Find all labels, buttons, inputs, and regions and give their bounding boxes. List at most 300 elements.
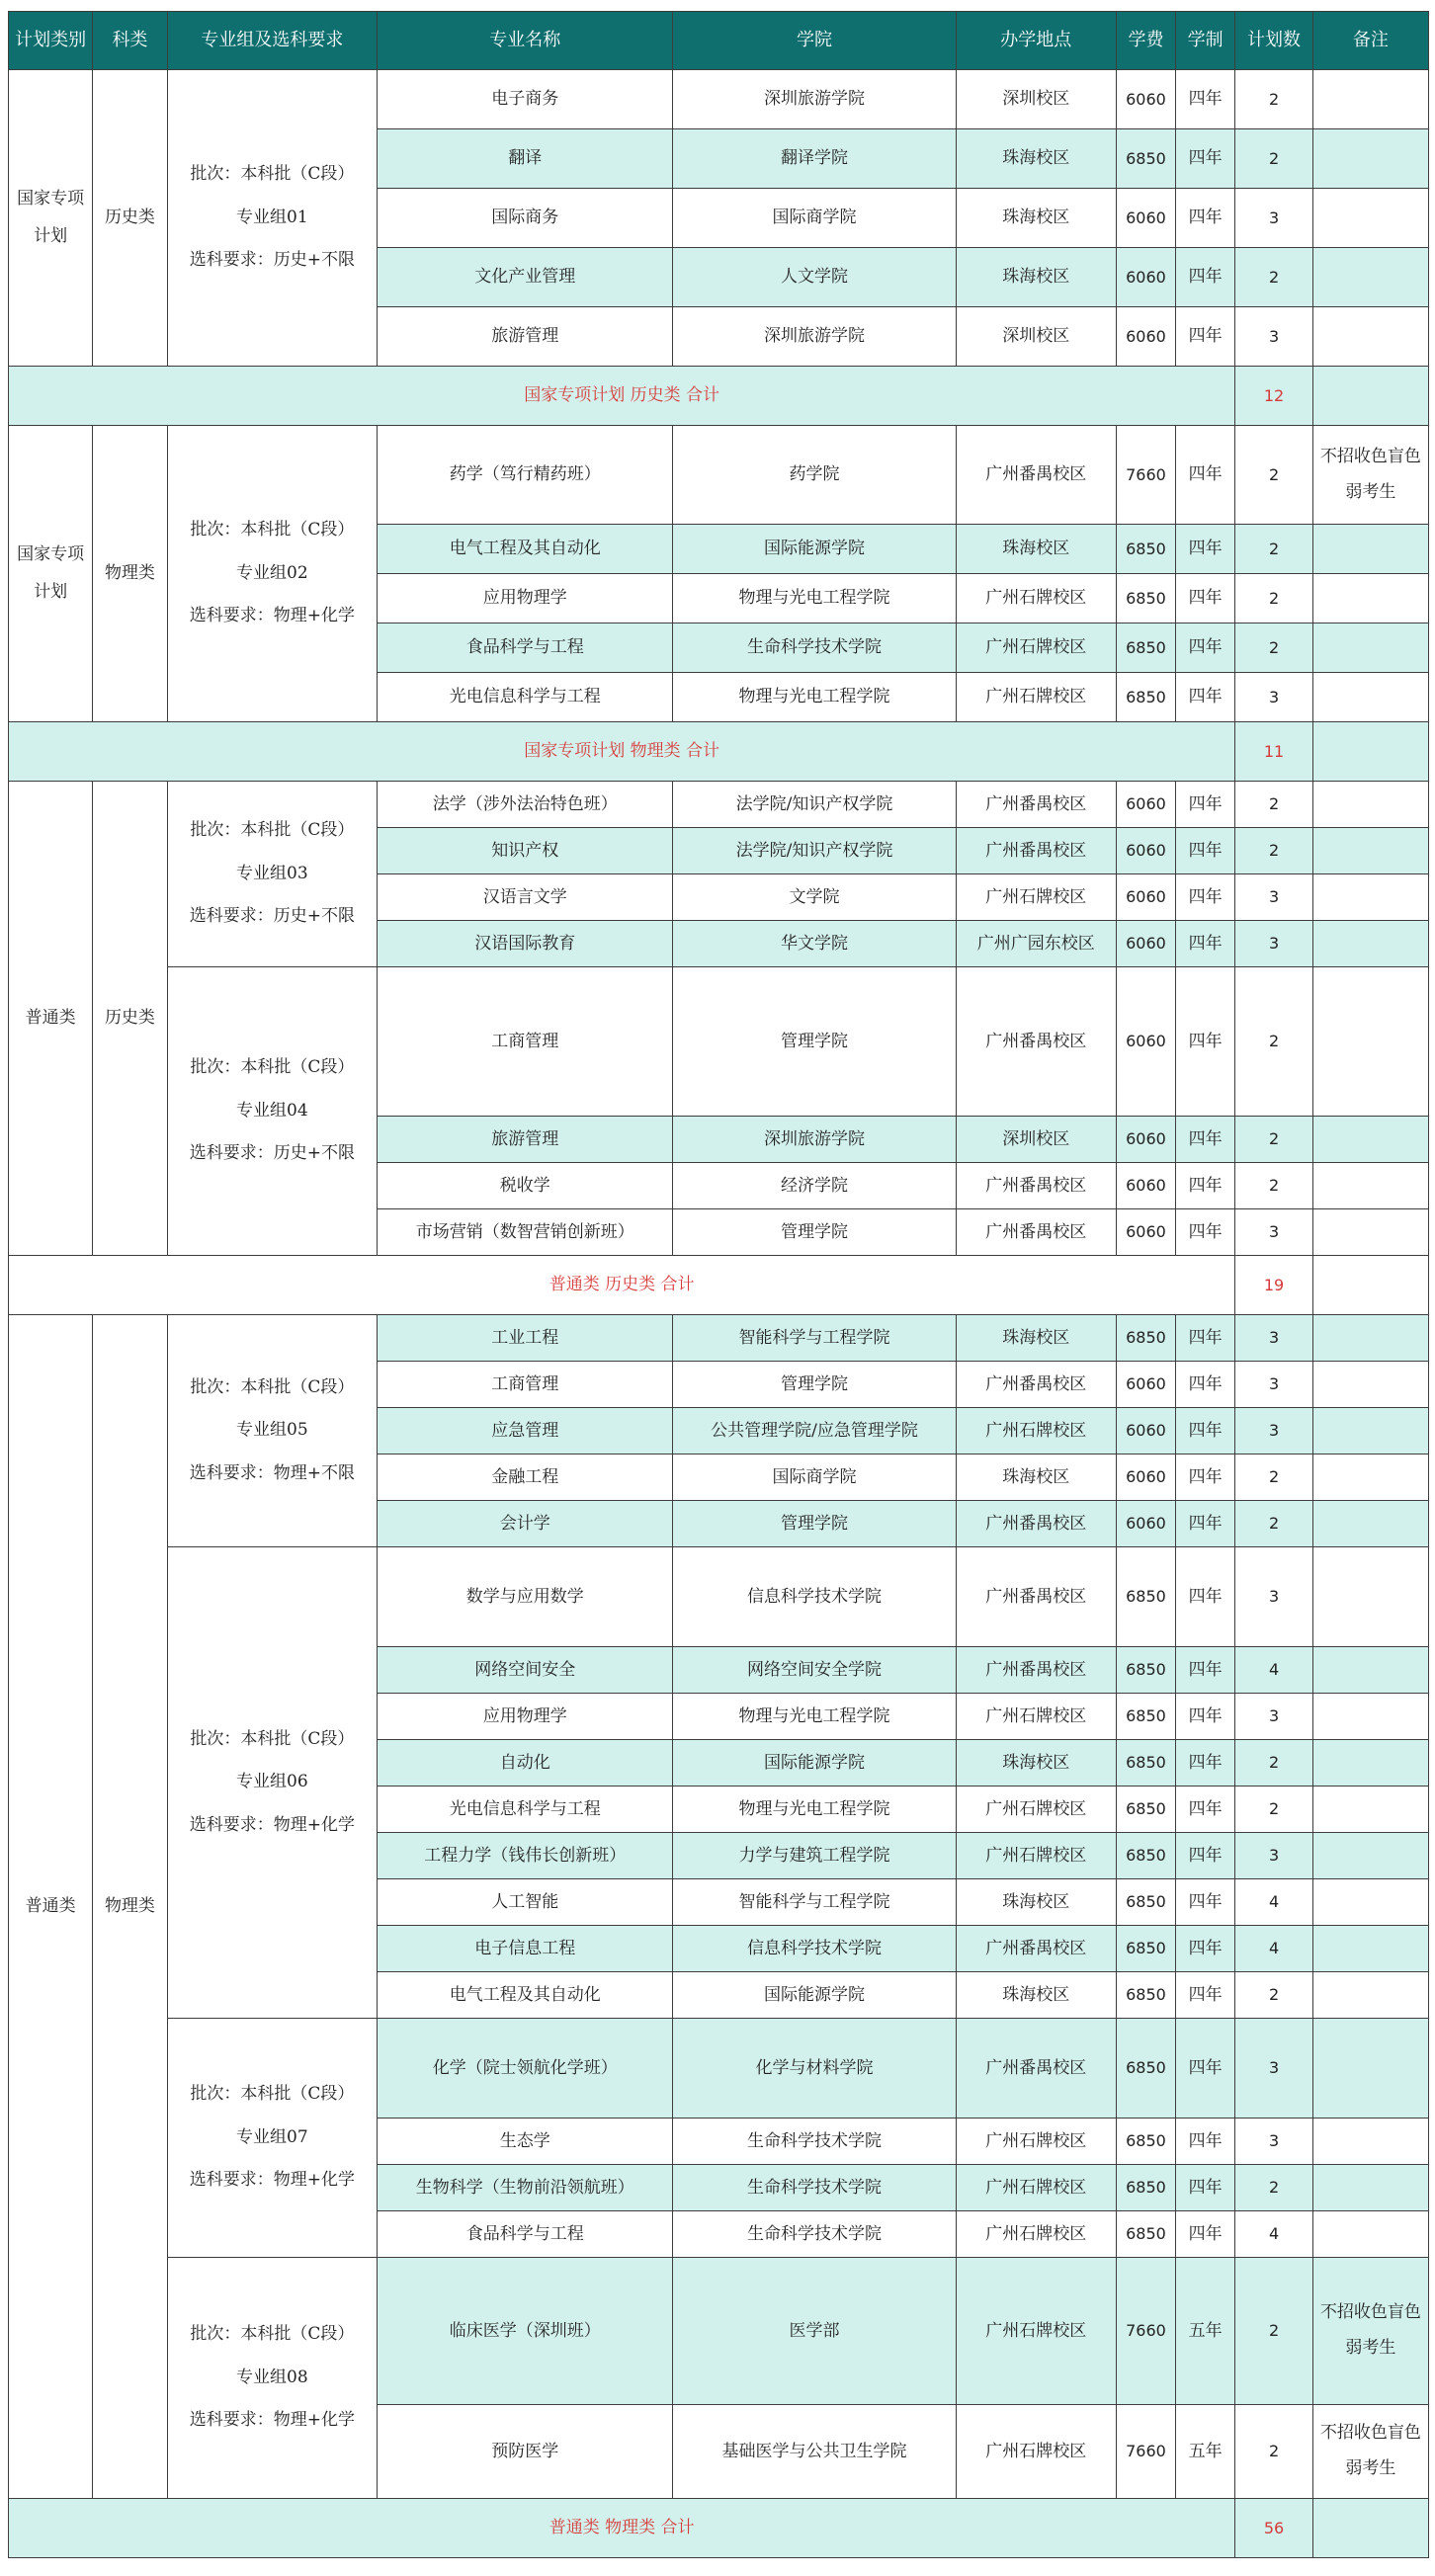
tuition-cell: 6060 bbox=[1116, 1362, 1175, 1408]
total-plan-count: 11 bbox=[1235, 722, 1313, 782]
total-row bbox=[9, 1256, 1429, 1315]
header-duration: 学制 bbox=[1176, 12, 1235, 70]
duration-cell: 四年 bbox=[1176, 1163, 1235, 1209]
tuition-cell: 6060 bbox=[1116, 874, 1175, 921]
college-cell: 基础医学与公共卫生学院 bbox=[673, 2405, 956, 2499]
duration-cell: 四年 bbox=[1176, 1694, 1235, 1740]
total-row bbox=[9, 2499, 1429, 2558]
major-name-cell: 食品科学与工程 bbox=[378, 2211, 673, 2258]
major-name-cell: 预防医学 bbox=[378, 2405, 673, 2499]
enrollment-plan-table bbox=[8, 11, 1429, 2558]
college-cell: 翻译学院 bbox=[673, 129, 956, 189]
tuition-cell: 6850 bbox=[1116, 1972, 1175, 2019]
group-requirement-cell bbox=[167, 2019, 378, 2258]
college-cell: 生命科学技术学院 bbox=[673, 2211, 956, 2258]
campus-cell: 珠海校区 bbox=[956, 1315, 1116, 1362]
tuition-cell: 6060 bbox=[1116, 782, 1175, 828]
remarks-cell bbox=[1312, 1163, 1428, 1209]
duration-cell: 四年 bbox=[1176, 129, 1235, 189]
campus-cell: 深圳校区 bbox=[956, 307, 1116, 367]
remarks-cell bbox=[1312, 1647, 1428, 1694]
duration-cell: 五年 bbox=[1176, 2258, 1235, 2405]
college-cell: 人文学院 bbox=[673, 248, 956, 307]
remarks-cell bbox=[1312, 2405, 1428, 2499]
campus-cell: 广州石牌校区 bbox=[956, 623, 1116, 673]
college-cell: 法学院/知识产权学院 bbox=[673, 782, 956, 828]
total-remarks bbox=[1312, 1256, 1428, 1315]
plan-category-line: 计划 bbox=[34, 581, 68, 602]
total-row bbox=[9, 367, 1429, 426]
plan-count-cell: 4 bbox=[1235, 1647, 1313, 1694]
tuition-cell: 6850 bbox=[1116, 2119, 1175, 2165]
tuition-cell: 6850 bbox=[1116, 1547, 1175, 1647]
total-remarks bbox=[1312, 722, 1428, 782]
remarks-cell bbox=[1312, 70, 1428, 129]
campus-cell: 广州番禺校区 bbox=[956, 2019, 1116, 2119]
header-plan-category: 计划类别 bbox=[9, 12, 93, 70]
plan-count-cell: 3 bbox=[1235, 1315, 1313, 1362]
major-name-cell: 药学（笃行精药班） bbox=[378, 426, 673, 525]
major-name-cell: 光电信息科学与工程 bbox=[378, 673, 673, 722]
campus-cell: 珠海校区 bbox=[956, 1740, 1116, 1787]
header-tuition: 学费 bbox=[1116, 12, 1175, 70]
campus-cell: 深圳校区 bbox=[956, 70, 1116, 129]
duration-cell: 四年 bbox=[1176, 874, 1235, 921]
tuition-cell: 7660 bbox=[1116, 2405, 1175, 2499]
campus-cell: 珠海校区 bbox=[956, 1972, 1116, 2019]
total-row bbox=[9, 722, 1429, 782]
group-group: 专业组06 bbox=[236, 1772, 308, 1792]
campus-cell: 广州广园东校区 bbox=[956, 921, 1116, 967]
duration-cell: 四年 bbox=[1176, 921, 1235, 967]
major-name-cell: 自动化 bbox=[378, 1740, 673, 1787]
plan-count-cell: 3 bbox=[1235, 2019, 1313, 2119]
campus-cell: 珠海校区 bbox=[956, 248, 1116, 307]
duration-cell: 四年 bbox=[1176, 1408, 1235, 1454]
header-plan-count: 计划数 bbox=[1235, 12, 1313, 70]
campus-cell: 广州番禺校区 bbox=[956, 1209, 1116, 1256]
college-cell: 物理与光电工程学院 bbox=[673, 574, 956, 623]
duration-cell: 四年 bbox=[1176, 426, 1235, 525]
major-name-cell: 生态学 bbox=[378, 2119, 673, 2165]
major-name-cell: 应用物理学 bbox=[378, 574, 673, 623]
campus-cell: 广州番禺校区 bbox=[956, 1362, 1116, 1408]
campus-cell: 广州石牌校区 bbox=[956, 1408, 1116, 1454]
campus-cell: 广州番禺校区 bbox=[956, 828, 1116, 874]
major-name-cell: 税收学 bbox=[378, 1163, 673, 1209]
college-cell: 药学院 bbox=[673, 426, 956, 525]
table-row bbox=[9, 2258, 1429, 2405]
college-cell: 国际能源学院 bbox=[673, 1972, 956, 2019]
duration-cell: 四年 bbox=[1176, 673, 1235, 722]
group-req: 选科要求：历史+不限 bbox=[189, 1143, 355, 1164]
plan-count-cell: 2 bbox=[1235, 426, 1313, 525]
duration-cell: 四年 bbox=[1176, 1926, 1235, 1972]
group-req: 选科要求：物理+化学 bbox=[189, 1814, 355, 1835]
tuition-cell: 6850 bbox=[1116, 623, 1175, 673]
plan-count-cell: 3 bbox=[1235, 921, 1313, 967]
campus-cell: 广州石牌校区 bbox=[956, 2119, 1116, 2165]
plan-count-cell: 2 bbox=[1235, 70, 1313, 129]
tuition-cell: 6060 bbox=[1116, 1501, 1175, 1547]
group-requirement-cell bbox=[167, 2258, 378, 2499]
remarks-cell bbox=[1312, 1972, 1428, 2019]
major-name-cell: 网络空间安全 bbox=[378, 1647, 673, 1694]
subject-cell: 物理类 bbox=[93, 426, 167, 722]
college-cell: 深圳旅游学院 bbox=[673, 70, 956, 129]
duration-cell: 四年 bbox=[1176, 1647, 1235, 1694]
remarks-cell bbox=[1312, 307, 1428, 367]
tuition-cell: 6060 bbox=[1116, 828, 1175, 874]
remarks-cell bbox=[1312, 189, 1428, 248]
tuition-cell: 7660 bbox=[1116, 426, 1175, 525]
college-cell: 管理学院 bbox=[673, 1209, 956, 1256]
remarks-cell bbox=[1312, 1362, 1428, 1408]
plan-count-cell: 2 bbox=[1235, 967, 1313, 1117]
plan-category-cell bbox=[9, 782, 93, 1256]
subject-cell: 历史类 bbox=[93, 782, 167, 1256]
tuition-cell: 6060 bbox=[1116, 1408, 1175, 1454]
college-cell: 化学与材料学院 bbox=[673, 2019, 956, 2119]
campus-cell: 广州番禺校区 bbox=[956, 1163, 1116, 1209]
college-cell: 医学部 bbox=[673, 2258, 956, 2405]
major-name-cell: 工程力学（钱伟长创新班） bbox=[378, 1833, 673, 1879]
campus-cell: 珠海校区 bbox=[956, 189, 1116, 248]
major-name-cell: 汉语国际教育 bbox=[378, 921, 673, 967]
college-cell: 信息科学技术学院 bbox=[673, 1926, 956, 1972]
table-wrapper bbox=[8, 11, 1429, 2558]
group-req: 选科要求：历史+不限 bbox=[189, 250, 355, 271]
tuition-cell: 6060 bbox=[1116, 1454, 1175, 1501]
remarks-line: 不招收色盲色 bbox=[1319, 446, 1421, 466]
campus-cell: 广州番禺校区 bbox=[956, 1647, 1116, 1694]
group-batch: 批次：本科批（C段） bbox=[190, 1728, 355, 1749]
plan-category-line: 普通类 bbox=[25, 1007, 76, 1028]
college-cell: 深圳旅游学院 bbox=[673, 1117, 956, 1163]
remarks-cell bbox=[1312, 1209, 1428, 1256]
remarks-cell bbox=[1312, 874, 1428, 921]
remarks-cell bbox=[1312, 1740, 1428, 1787]
college-cell: 物理与光电工程学院 bbox=[673, 1694, 956, 1740]
college-cell: 国际商学院 bbox=[673, 1454, 956, 1501]
campus-cell: 广州番禺校区 bbox=[956, 782, 1116, 828]
plan-count-cell: 3 bbox=[1235, 874, 1313, 921]
campus-cell: 珠海校区 bbox=[956, 525, 1116, 574]
subject-cell: 物理类 bbox=[93, 1315, 167, 2499]
major-name-cell: 旅游管理 bbox=[378, 1117, 673, 1163]
remarks-line: 不招收色盲色 bbox=[1319, 2423, 1421, 2444]
group-batch: 批次：本科批（C段） bbox=[190, 820, 355, 841]
remarks-cell bbox=[1312, 828, 1428, 874]
header-group-requirement: 专业组及选科要求 bbox=[167, 12, 378, 70]
header-campus: 办学地点 bbox=[956, 12, 1116, 70]
major-name-cell: 工商管理 bbox=[378, 1362, 673, 1408]
plan-count-cell: 2 bbox=[1235, 129, 1313, 189]
duration-cell: 四年 bbox=[1176, 1879, 1235, 1926]
remarks-cell bbox=[1312, 129, 1428, 189]
group-group: 专业组08 bbox=[236, 2367, 308, 2387]
remarks-line: 弱考生 bbox=[1345, 2338, 1396, 2358]
plan-count-cell: 2 bbox=[1235, 574, 1313, 623]
campus-cell: 广州石牌校区 bbox=[956, 1833, 1116, 1879]
plan-category-line: 国家专项 bbox=[17, 189, 85, 209]
plan-count-cell: 3 bbox=[1235, 189, 1313, 248]
remarks-cell bbox=[1312, 1787, 1428, 1833]
tuition-cell: 6850 bbox=[1116, 525, 1175, 574]
plan-category-line: 国家专项 bbox=[17, 544, 85, 565]
college-cell: 信息科学技术学院 bbox=[673, 1547, 956, 1647]
tuition-cell: 6850 bbox=[1116, 574, 1175, 623]
header-college: 学院 bbox=[673, 12, 956, 70]
major-name-cell: 市场营销（数智营销创新班） bbox=[378, 1209, 673, 1256]
total-label: 国家专项计划 物理类 合计 bbox=[9, 722, 1235, 782]
tuition-cell: 6850 bbox=[1116, 673, 1175, 722]
campus-cell: 珠海校区 bbox=[956, 1454, 1116, 1501]
tuition-cell: 6850 bbox=[1116, 1833, 1175, 1879]
total-plan-count: 56 bbox=[1235, 2499, 1313, 2558]
remarks-cell bbox=[1312, 1694, 1428, 1740]
plan-count-cell: 2 bbox=[1235, 1163, 1313, 1209]
remarks-cell bbox=[1312, 1926, 1428, 1972]
group-requirement-cell bbox=[167, 70, 378, 367]
header-row bbox=[9, 12, 1429, 70]
tuition-cell: 6850 bbox=[1116, 1787, 1175, 1833]
campus-cell: 广州石牌校区 bbox=[956, 2405, 1116, 2499]
group-req: 选科要求：物理+不限 bbox=[189, 1462, 355, 1483]
tuition-cell: 6850 bbox=[1116, 1315, 1175, 1362]
group-group: 专业组01 bbox=[236, 207, 308, 227]
group-requirement-cell bbox=[167, 782, 378, 967]
major-name-cell: 生物科学（生物前沿领航班） bbox=[378, 2165, 673, 2211]
plan-count-cell: 3 bbox=[1235, 1362, 1313, 1408]
plan-count-cell: 3 bbox=[1235, 307, 1313, 367]
major-name-cell: 光电信息科学与工程 bbox=[378, 1787, 673, 1833]
campus-cell: 广州番禺校区 bbox=[956, 967, 1116, 1117]
plan-count-cell: 4 bbox=[1235, 1926, 1313, 1972]
remarks-cell bbox=[1312, 1315, 1428, 1362]
duration-cell: 四年 bbox=[1176, 782, 1235, 828]
header-remarks: 备注 bbox=[1312, 12, 1428, 70]
duration-cell: 四年 bbox=[1176, 1547, 1235, 1647]
tuition-cell: 6850 bbox=[1116, 1926, 1175, 1972]
remarks-cell bbox=[1312, 2258, 1428, 2405]
campus-cell: 广州石牌校区 bbox=[956, 2258, 1116, 2405]
remarks-cell bbox=[1312, 2119, 1428, 2165]
campus-cell: 广州石牌校区 bbox=[956, 1694, 1116, 1740]
major-name-cell: 金融工程 bbox=[378, 1454, 673, 1501]
group-req: 选科要求：历史+不限 bbox=[189, 906, 355, 927]
remarks-cell bbox=[1312, 921, 1428, 967]
campus-cell: 广州石牌校区 bbox=[956, 1787, 1116, 1833]
tuition-cell: 6850 bbox=[1116, 1879, 1175, 1926]
group-requirement-cell bbox=[167, 426, 378, 722]
college-cell: 法学院/知识产权学院 bbox=[673, 828, 956, 874]
group-group: 专业组05 bbox=[236, 1420, 308, 1441]
remarks-cell bbox=[1312, 1454, 1428, 1501]
campus-cell: 珠海校区 bbox=[956, 1879, 1116, 1926]
remarks-cell bbox=[1312, 248, 1428, 307]
duration-cell: 四年 bbox=[1176, 828, 1235, 874]
total-remarks bbox=[1312, 367, 1428, 426]
remarks-cell bbox=[1312, 2019, 1428, 2119]
remarks-cell bbox=[1312, 2211, 1428, 2258]
campus-cell: 广州番禺校区 bbox=[956, 1547, 1116, 1647]
group-group: 专业组07 bbox=[236, 2126, 308, 2147]
major-name-cell: 文化产业管理 bbox=[378, 248, 673, 307]
group-requirement-cell bbox=[167, 967, 378, 1256]
major-name-cell: 应急管理 bbox=[378, 1408, 673, 1454]
duration-cell: 四年 bbox=[1176, 1740, 1235, 1787]
remarks-cell bbox=[1312, 782, 1428, 828]
total-plan-count: 12 bbox=[1235, 367, 1313, 426]
college-cell: 智能科学与工程学院 bbox=[673, 1315, 956, 1362]
group-requirement-cell bbox=[167, 1315, 378, 1547]
major-name-cell: 食品科学与工程 bbox=[378, 623, 673, 673]
group-batch: 批次：本科批（C段） bbox=[190, 1057, 355, 1078]
group-req: 选科要求：物理+化学 bbox=[189, 606, 355, 626]
campus-cell: 广州石牌校区 bbox=[956, 2165, 1116, 2211]
remarks-line: 弱考生 bbox=[1345, 2458, 1396, 2478]
duration-cell: 四年 bbox=[1176, 1501, 1235, 1547]
header-major-name: 专业名称 bbox=[378, 12, 673, 70]
tuition-cell: 6060 bbox=[1116, 967, 1175, 1117]
college-cell: 文学院 bbox=[673, 874, 956, 921]
plan-count-cell: 2 bbox=[1235, 828, 1313, 874]
tuition-cell: 6060 bbox=[1116, 1163, 1175, 1209]
major-name-cell: 化学（院士领航化学班） bbox=[378, 2019, 673, 2119]
table-row bbox=[9, 426, 1429, 525]
duration-cell: 四年 bbox=[1176, 1209, 1235, 1256]
major-name-cell: 知识产权 bbox=[378, 828, 673, 874]
plan-count-cell: 3 bbox=[1235, 673, 1313, 722]
duration-cell: 四年 bbox=[1176, 307, 1235, 367]
college-cell: 网络空间安全学院 bbox=[673, 1647, 956, 1694]
subject-cell: 历史类 bbox=[93, 70, 167, 367]
plan-count-cell: 2 bbox=[1235, 248, 1313, 307]
college-cell: 华文学院 bbox=[673, 921, 956, 967]
group-batch: 批次：本科批（C段） bbox=[190, 520, 355, 540]
remarks-cell bbox=[1312, 525, 1428, 574]
major-name-cell: 旅游管理 bbox=[378, 307, 673, 367]
campus-cell: 广州石牌校区 bbox=[956, 874, 1116, 921]
group-req: 选科要求：物理+化学 bbox=[189, 2170, 355, 2191]
group-group: 专业组02 bbox=[236, 562, 308, 583]
tuition-cell: 6850 bbox=[1116, 2165, 1175, 2211]
major-name-cell: 应用物理学 bbox=[378, 1694, 673, 1740]
tuition-cell: 6060 bbox=[1116, 70, 1175, 129]
total-plan-count: 19 bbox=[1235, 1256, 1313, 1315]
campus-cell: 广州番禺校区 bbox=[956, 1926, 1116, 1972]
duration-cell: 四年 bbox=[1176, 1315, 1235, 1362]
college-cell: 管理学院 bbox=[673, 1501, 956, 1547]
total-label: 普通类 历史类 合计 bbox=[9, 1256, 1235, 1315]
college-cell: 国际商学院 bbox=[673, 189, 956, 248]
duration-cell: 四年 bbox=[1176, 1362, 1235, 1408]
major-name-cell: 电气工程及其自动化 bbox=[378, 1972, 673, 2019]
tuition-cell: 6850 bbox=[1116, 1647, 1175, 1694]
remarks-cell bbox=[1312, 623, 1428, 673]
major-name-cell: 人工智能 bbox=[378, 1879, 673, 1926]
college-cell: 物理与光电工程学院 bbox=[673, 1787, 956, 1833]
duration-cell: 四年 bbox=[1176, 525, 1235, 574]
plan-category-cell bbox=[9, 1315, 93, 2499]
major-name-cell: 数学与应用数学 bbox=[378, 1547, 673, 1647]
college-cell: 经济学院 bbox=[673, 1163, 956, 1209]
group-req: 选科要求：物理+化学 bbox=[189, 2410, 355, 2431]
duration-cell: 四年 bbox=[1176, 2165, 1235, 2211]
plan-category-cell bbox=[9, 426, 93, 722]
plan-count-cell: 3 bbox=[1235, 1547, 1313, 1647]
group-requirement-cell bbox=[167, 1547, 378, 2019]
plan-count-cell: 2 bbox=[1235, 1501, 1313, 1547]
plan-category-line: 普通类 bbox=[25, 1895, 76, 1916]
plan-count-cell: 4 bbox=[1235, 2211, 1313, 2258]
plan-count-cell: 4 bbox=[1235, 1879, 1313, 1926]
campus-cell: 广州番禺校区 bbox=[956, 1501, 1116, 1547]
table-header bbox=[9, 12, 1429, 70]
table-body bbox=[9, 70, 1429, 2558]
duration-cell: 四年 bbox=[1176, 574, 1235, 623]
tuition-cell: 6060 bbox=[1116, 1117, 1175, 1163]
college-cell: 管理学院 bbox=[673, 1362, 956, 1408]
major-name-cell: 电子商务 bbox=[378, 70, 673, 129]
duration-cell: 四年 bbox=[1176, 1833, 1235, 1879]
group-batch: 批次：本科批（C段） bbox=[190, 1376, 355, 1397]
tuition-cell: 6850 bbox=[1116, 129, 1175, 189]
duration-cell: 四年 bbox=[1176, 1454, 1235, 1501]
duration-cell: 四年 bbox=[1176, 70, 1235, 129]
plan-count-cell: 2 bbox=[1235, 1972, 1313, 2019]
plan-count-cell: 2 bbox=[1235, 1740, 1313, 1787]
remarks-line: 不招收色盲色 bbox=[1319, 2302, 1421, 2323]
group-group: 专业组03 bbox=[236, 863, 308, 883]
campus-cell: 广州石牌校区 bbox=[956, 574, 1116, 623]
header-subject: 科类 bbox=[93, 12, 167, 70]
campus-cell: 广州番禺校区 bbox=[956, 426, 1116, 525]
tuition-cell: 6850 bbox=[1116, 2211, 1175, 2258]
major-name-cell: 工业工程 bbox=[378, 1315, 673, 1362]
plan-category-cell bbox=[9, 70, 93, 367]
college-cell: 公共管理学院/应急管理学院 bbox=[673, 1408, 956, 1454]
tuition-cell: 6060 bbox=[1116, 189, 1175, 248]
tuition-cell: 6850 bbox=[1116, 2019, 1175, 2119]
college-cell: 生命科学技术学院 bbox=[673, 2165, 956, 2211]
campus-cell: 广州石牌校区 bbox=[956, 673, 1116, 722]
plan-count-cell: 2 bbox=[1235, 2258, 1313, 2405]
tuition-cell: 6850 bbox=[1116, 1740, 1175, 1787]
plan-count-cell: 2 bbox=[1235, 2165, 1313, 2211]
college-cell: 深圳旅游学院 bbox=[673, 307, 956, 367]
tuition-cell: 6060 bbox=[1116, 248, 1175, 307]
table-row bbox=[9, 2019, 1429, 2119]
duration-cell: 四年 bbox=[1176, 623, 1235, 673]
plan-category-line: 计划 bbox=[34, 225, 68, 246]
plan-count-cell: 2 bbox=[1235, 623, 1313, 673]
duration-cell: 四年 bbox=[1176, 1117, 1235, 1163]
tuition-cell: 6060 bbox=[1116, 1209, 1175, 1256]
duration-cell: 四年 bbox=[1176, 967, 1235, 1117]
major-name-cell: 汉语言文学 bbox=[378, 874, 673, 921]
tuition-cell: 6060 bbox=[1116, 307, 1175, 367]
major-name-cell: 电子信息工程 bbox=[378, 1926, 673, 1972]
college-cell: 生命科学技术学院 bbox=[673, 2119, 956, 2165]
group-batch: 批次：本科批（C段） bbox=[190, 2324, 355, 2345]
table-row bbox=[9, 70, 1429, 129]
tuition-cell: 6060 bbox=[1116, 921, 1175, 967]
table-row bbox=[9, 967, 1429, 1117]
group-group: 专业组04 bbox=[236, 1100, 308, 1121]
duration-cell: 四年 bbox=[1176, 2119, 1235, 2165]
